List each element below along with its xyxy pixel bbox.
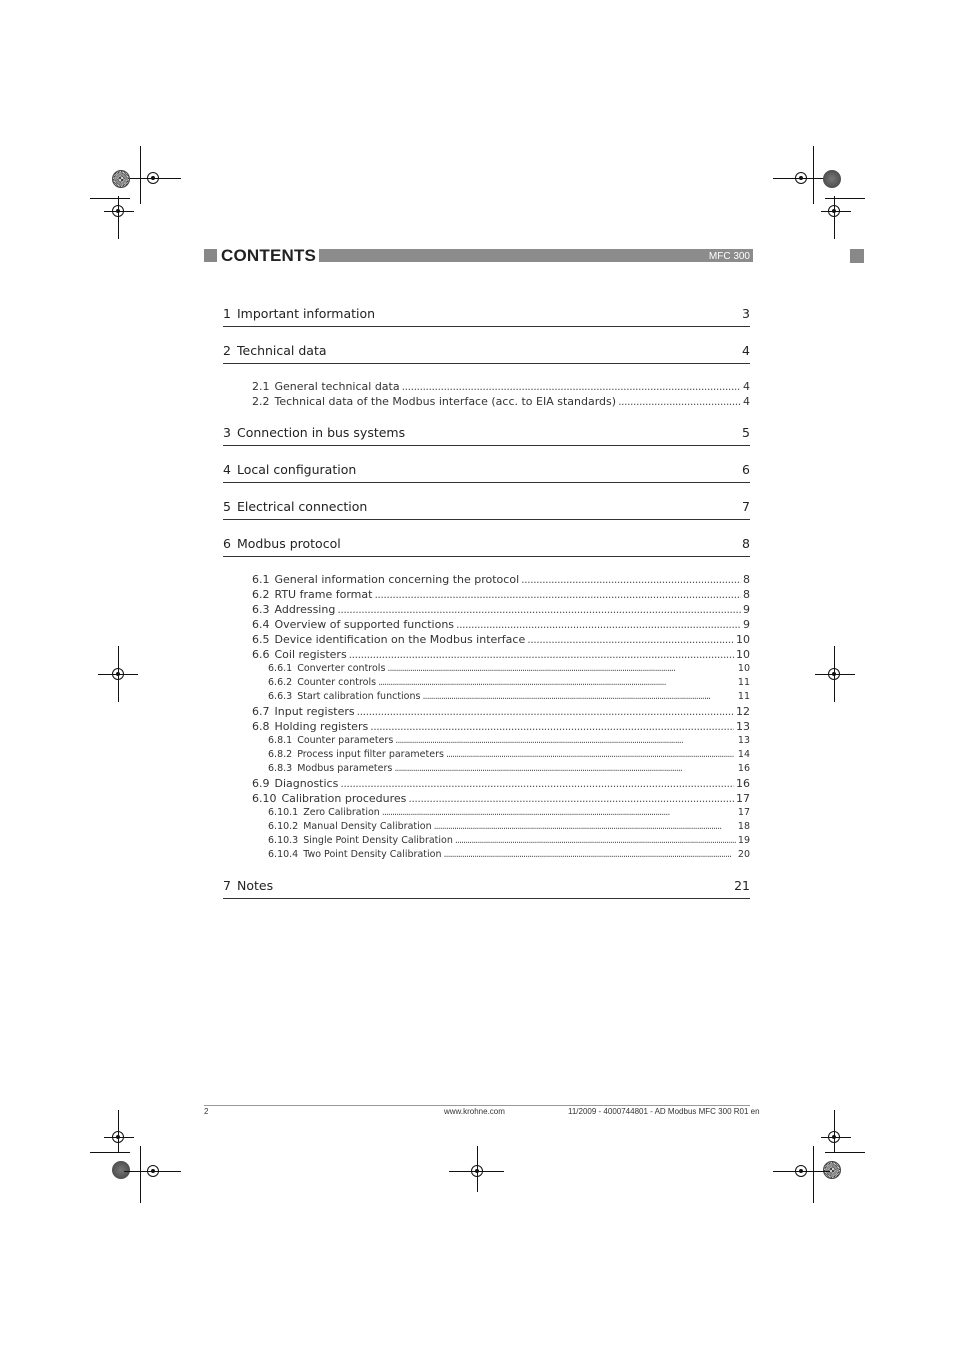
toc-chapter-6[interactable] (223, 530, 750, 557)
toc-entry-page: 13 (737, 735, 750, 746)
toc-entry-label: General information concerning the protocol (274, 573, 520, 586)
toc-entry-number: 6.6.2 (268, 677, 293, 688)
toc-leader-dots (455, 834, 736, 848)
toc-chapter-page: 3 (742, 306, 750, 321)
toc-chapter-number: 7 (223, 878, 231, 893)
toc-entry-label: Counter parameters (297, 735, 394, 746)
page-title: CONTENTS (221, 246, 317, 265)
toc-entry-page: 10 (737, 663, 750, 674)
toc-chapter-label: Important information (237, 306, 376, 321)
toc-entry-6-8[interactable] (223, 719, 750, 734)
toc-entry-number: 6.5 (252, 633, 270, 646)
toc-leader-dots (349, 647, 734, 662)
toc-leader-dots (408, 791, 734, 806)
toc-entry-label: Modbus parameters (297, 763, 393, 774)
toc-entry-2-2[interactable] (223, 394, 750, 409)
toc-entry-number: 6.10.4 (268, 849, 299, 860)
toc-entry-page: 9 (743, 603, 750, 616)
toc-entry-6-10[interactable] (223, 791, 750, 806)
toc-leader-dots (446, 748, 736, 762)
footer-rule (204, 1105, 750, 1106)
toc-chapter-label: Electrical connection (237, 499, 368, 514)
toc-entry-label: Coil registers (274, 648, 347, 661)
toc-entry-label: Process input filter parameters (297, 749, 444, 760)
toc-chapter-2[interactable] (223, 337, 750, 364)
toc-entry-number: 6.8 (252, 720, 270, 733)
toc-entry-6-2[interactable] (223, 587, 750, 602)
toc-entry-6-6-1[interactable] (223, 662, 750, 676)
toc-entry-number: 6.8.3 (268, 763, 293, 774)
toc-entry-6-7[interactable] (223, 704, 750, 719)
footer-doc-ref: 11/2009 - 4000744801 - AD Modbus MFC 300 R01 en (568, 1107, 760, 1116)
toc-chapter-1[interactable] (223, 300, 750, 327)
toc-entry-page: 8 (743, 588, 750, 601)
toc-leader-dots (337, 602, 741, 617)
toc-entry-6-3[interactable] (223, 602, 750, 617)
toc-chapter-number: 1 (223, 306, 231, 321)
toc-chapter-page: 5 (742, 425, 750, 440)
toc-entry-label: Counter controls (297, 677, 377, 688)
toc-leader-dots (340, 776, 734, 791)
toc-entry-page: 19 (737, 835, 750, 846)
toc-entry-number: 6.7 (252, 705, 270, 718)
toc-entry-6-8-2[interactable] (223, 748, 750, 762)
toc-leader-dots (422, 690, 735, 704)
product-model: MFC 300 (708, 251, 750, 262)
toc-chapter-label: Connection in bus systems (237, 425, 406, 440)
toc-entry-6-10-4[interactable] (223, 848, 750, 862)
toc-entry-label: Diagnostics (274, 777, 339, 790)
toc-chapter-page: 21 (734, 878, 750, 893)
header-square-icon (204, 249, 217, 262)
toc-entry-page: 9 (743, 618, 750, 631)
toc-entry-page: 13 (736, 720, 750, 733)
toc-entry-label: Single Point Density Calibration (303, 835, 453, 846)
toc-chapter-page: 8 (742, 536, 750, 551)
toc-leader-dots (387, 662, 736, 676)
toc-entry-page: 4 (743, 395, 750, 408)
toc-entry-number: 6.10.1 (268, 807, 299, 818)
toc-entry-6-1[interactable] (223, 572, 750, 587)
toc-leader-dots (395, 734, 736, 748)
toc-chapter-number: 2 (223, 343, 231, 358)
toc-entry-page: 20 (737, 849, 750, 860)
toc-entry-number: 6.10.2 (268, 821, 299, 832)
toc-entry-page: 11 (737, 691, 750, 702)
toc-chapter-4[interactable] (223, 456, 750, 483)
toc-chapter-5[interactable] (223, 493, 750, 520)
toc-leader-dots (374, 587, 741, 602)
toc-entry-label: Technical data of the Modbus interface (acc. to EIA standards) (274, 395, 617, 408)
toc-entry-number: 6.6 (252, 648, 270, 661)
toc-chapter-label: Technical data (237, 343, 327, 358)
toc-entry-6-8-1[interactable] (223, 734, 750, 748)
footer-website: www.krohne.com (444, 1107, 505, 1116)
toc-chapter-label: Modbus protocol (237, 536, 341, 551)
toc-entry-number: 6.6.1 (268, 663, 293, 674)
toc-entry-number: 6.6.3 (268, 691, 293, 702)
toc-chapter-page: 7 (742, 499, 750, 514)
toc-entry-number: 2.2 (252, 395, 270, 408)
toc-leader-dots (402, 379, 741, 394)
toc-entry-page: 17 (736, 792, 750, 805)
toc-leader-dots (443, 848, 735, 862)
toc-chapter-label: Local configuration (237, 462, 357, 477)
toc-entry-number: 6.4 (252, 618, 270, 631)
toc-entry-label: Calibration procedures (281, 792, 407, 805)
toc-chapter-3[interactable] (223, 419, 750, 446)
header-bar (319, 249, 753, 262)
footer-page-number: 2 (204, 1107, 209, 1116)
toc-entry-number: 2.1 (252, 380, 270, 393)
toc-leader-dots (394, 762, 736, 776)
toc-entry-2-1[interactable] (223, 379, 750, 394)
toc-leader-dots (370, 719, 734, 734)
toc-chapter-number: 3 (223, 425, 231, 440)
toc-entry-label: Device identification on the Modbus interface (274, 633, 526, 646)
toc-chapter-number: 5 (223, 499, 231, 514)
toc-entry-label: General technical data (274, 380, 400, 393)
toc-entry-page: 8 (743, 573, 750, 586)
toc-entry-6-6-2[interactable] (223, 676, 750, 690)
toc-entry-number: 6.8.2 (268, 749, 293, 760)
toc-leader-dots (527, 632, 734, 647)
toc-entry-page: 11 (737, 677, 750, 688)
toc-leader-dots (382, 806, 736, 820)
toc-chapter-page: 6 (742, 462, 750, 477)
toc-entry-label: Start calibration functions (297, 691, 421, 702)
toc-entry-number: 6.1 (252, 573, 270, 586)
toc-entry-label: Converter controls (297, 663, 386, 674)
toc-entry-label: Zero Calibration (303, 807, 380, 818)
toc-subsection-list (223, 572, 750, 862)
toc-entry-label: RTU frame format (274, 588, 373, 601)
toc-entry-label: Input registers (274, 705, 355, 718)
toc-entry-label: Addressing (274, 603, 336, 616)
toc-entry-6-6-3[interactable] (223, 690, 750, 704)
toc-entry-number: 6.2 (252, 588, 270, 601)
toc-chapter-7[interactable] (223, 872, 750, 899)
toc-entry-6-4[interactable] (223, 617, 750, 632)
table-of-contents (223, 300, 750, 899)
toc-entry-label: Manual Density Calibration (303, 821, 432, 832)
toc-subsection-list (223, 379, 750, 409)
toc-entry-page: 10 (736, 633, 750, 646)
toc-entry-label: Holding registers (274, 720, 369, 733)
toc-entry-page: 18 (737, 821, 750, 832)
toc-chapter-number: 4 (223, 462, 231, 477)
margin-square-icon (850, 249, 864, 263)
toc-entry-page: 10 (736, 648, 750, 661)
toc-entry-6-5[interactable] (223, 632, 750, 647)
toc-chapter-page: 4 (742, 343, 750, 358)
toc-leader-dots (378, 676, 736, 690)
toc-entry-page: 4 (743, 380, 750, 393)
toc-entry-page: 14 (737, 749, 750, 760)
toc-leader-dots (521, 572, 741, 587)
toc-entry-number: 6.3 (252, 603, 270, 616)
toc-chapter-label: Notes (237, 878, 274, 893)
toc-entry-6-9[interactable] (223, 776, 750, 791)
contents-header (204, 247, 753, 265)
toc-entry-number: 6.8.1 (268, 735, 293, 746)
toc-entry-number: 6.9 (252, 777, 270, 790)
toc-leader-dots (434, 820, 736, 834)
toc-entry-6-6[interactable] (223, 647, 750, 662)
toc-entry-label: Two Point Density Calibration (303, 849, 442, 860)
toc-entry-6-8-3[interactable] (223, 762, 750, 776)
toc-entry-6-10-1[interactable] (223, 806, 750, 820)
toc-entry-number: 6.10.3 (268, 835, 299, 846)
toc-entry-6-10-3[interactable] (223, 834, 750, 848)
toc-entry-label: Overview of supported functions (274, 618, 455, 631)
toc-leader-dots (618, 394, 741, 409)
toc-leader-dots (357, 704, 734, 719)
toc-entry-page: 16 (737, 763, 750, 774)
toc-chapter-number: 6 (223, 536, 231, 551)
toc-entry-6-10-2[interactable] (223, 820, 750, 834)
toc-entry-page: 12 (736, 705, 750, 718)
toc-entry-number: 6.10 (252, 792, 277, 805)
toc-entry-page: 17 (737, 807, 750, 818)
toc-entry-page: 16 (736, 777, 750, 790)
toc-leader-dots (456, 617, 741, 632)
